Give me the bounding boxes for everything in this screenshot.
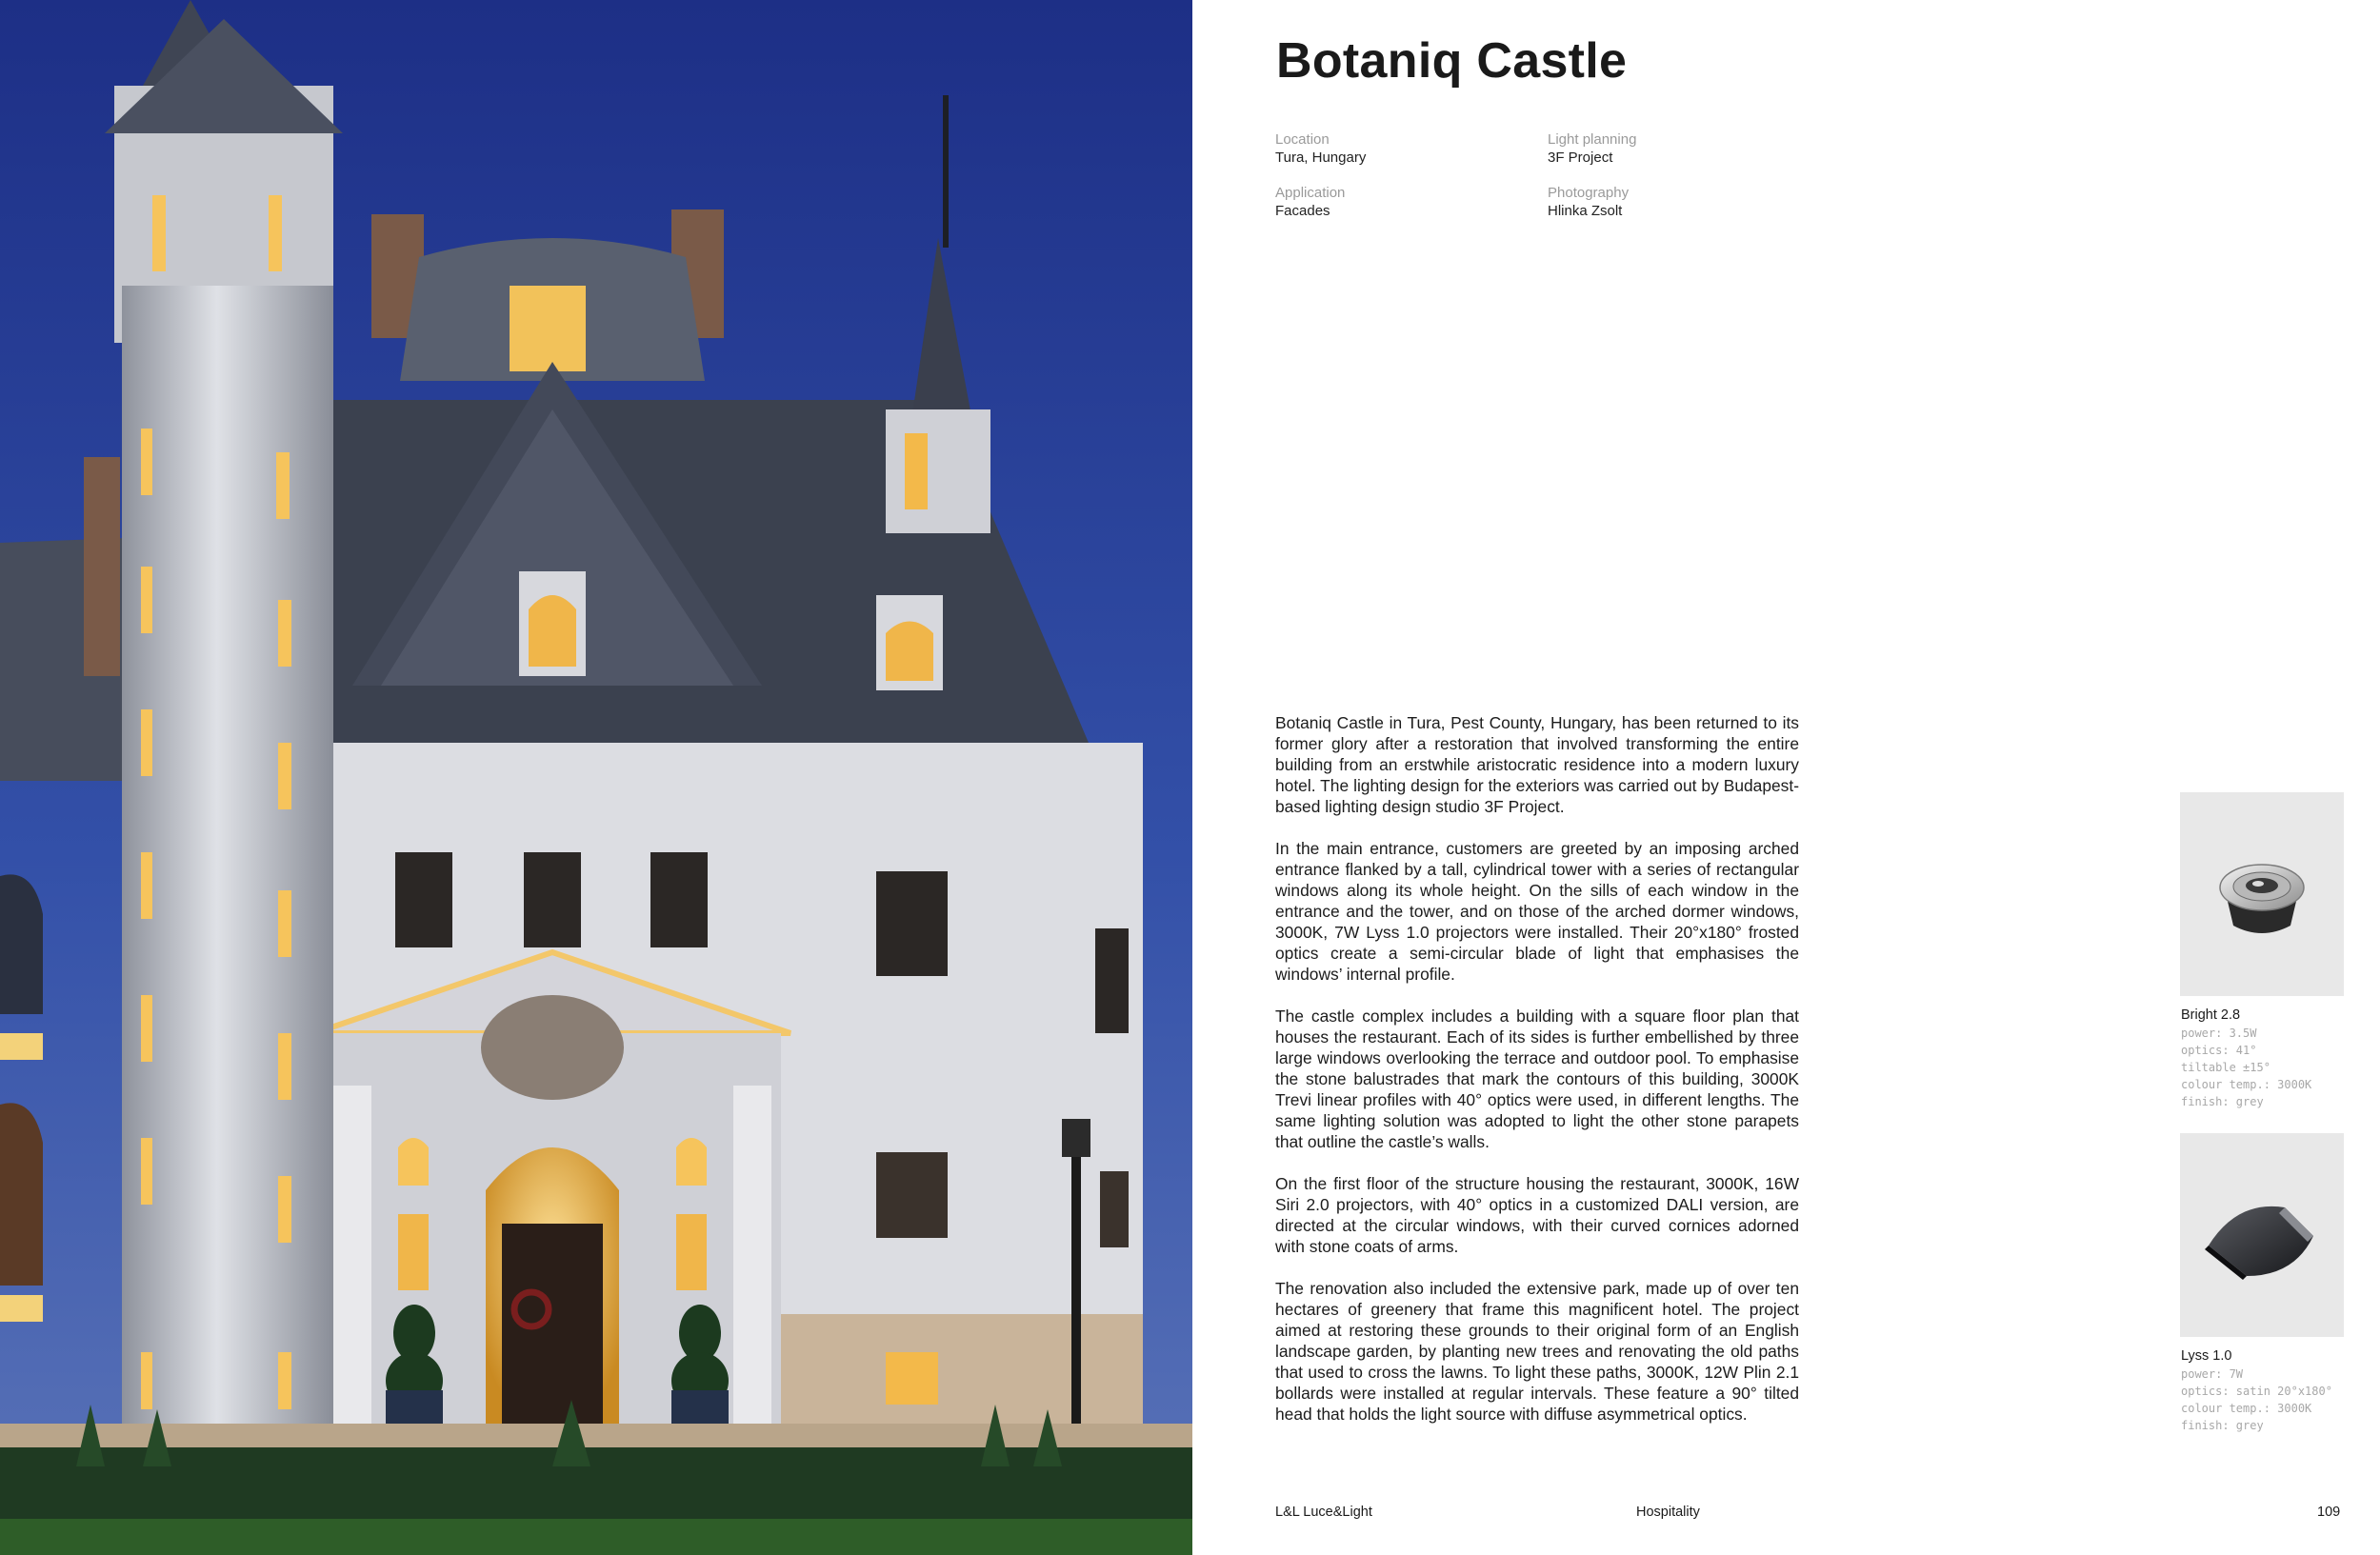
footer-publication: L&L Luce&Light xyxy=(1275,1505,1372,1520)
meta-light-planning xyxy=(1548,130,1636,167)
meta-light-planning-value: 3F Project xyxy=(1548,150,1613,166)
meta-photography-label: Photography xyxy=(1548,185,1630,201)
spec-line: optics: satin 20°x180° xyxy=(2181,1385,2332,1398)
spec-line: tiltable ±15° xyxy=(2181,1061,2270,1074)
article-paragraph: The renovation also included the extensive park, made up of over ten hectares of greenery that frame this magnificent hotel. The project aimed at restoring these grounds to their original form of an English landscape garden, by planting new trees and renovating the old paths that used to cross the lawns. To light these paths, 3000K, 12W Plin 2.1 bollards were installed at regular intervals. These feature a 90° tilted head that holds the light source with diffuse asymmetrical optics. xyxy=(1275,1279,1799,1424)
article-body xyxy=(1275,712,1799,1445)
product-image-lyss xyxy=(2180,1133,2344,1337)
product-specs-bright xyxy=(2181,1025,2311,1110)
recessed-uplight-icon xyxy=(2180,792,2344,996)
spec-line: power: 7W xyxy=(2181,1367,2244,1381)
product-name-bright: Bright 2.8 xyxy=(2181,1007,2241,1023)
article-paragraph: The castle complex includes a building with a square floor plan that houses the restaurant. Each of its sides is further embellished by three large windows overlooking the terrace and outdoor pool. To emphasise the stone balustrades that mark the contours of this building, 3000K Trevi linear profiles with 40° optics were used, in different lengths. The same lighting solution was adopted to light the other stone parapets that outline the castle’s walls. xyxy=(1275,1007,1799,1151)
product-specs-lyss xyxy=(2181,1366,2332,1434)
meta-location-label: Location xyxy=(1275,131,1330,148)
meta-application xyxy=(1275,184,1345,220)
spec-line: power: 3.5W xyxy=(2181,1027,2257,1040)
footer-section: Hospitality xyxy=(1636,1505,1700,1520)
spec-line: finish: grey xyxy=(2181,1095,2264,1108)
spec-line: colour temp.: 3000K xyxy=(2181,1078,2312,1091)
meta-application-label: Application xyxy=(1275,185,1346,201)
meta-application-value: Facades xyxy=(1275,203,1330,219)
spec-line: colour temp.: 3000K xyxy=(2181,1402,2312,1415)
page-number: 109 xyxy=(2317,1505,2341,1520)
meta-location-value: Tura, Hungary xyxy=(1275,150,1367,166)
product-image-bright xyxy=(2180,792,2344,996)
meta-photography-value: Hlinka Zsolt xyxy=(1548,203,1623,219)
meta-location xyxy=(1275,130,1366,167)
article-paragraph: Botaniq Castle in Tura, Pest County, Hungary, has been returned to its former glory after a restoration that involved transforming the entire building from an erstwhile aristocratic residence into a modern luxury hotel. The lighting design for the exteriors was carried out by Budapest- based lighting design studio 3F Project. xyxy=(1275,713,1799,816)
article-paragraph: On the first floor of the structure housing the restaurant, 3000K, 16W Siri 2.0 projectors, with 40° optics in a customized DALI version, are directed at the circular windows, with their curved cornices adorned with stone coats of arms. xyxy=(1275,1174,1799,1256)
product-name-lyss: Lyss 1.0 xyxy=(2181,1348,2232,1364)
meta-photography xyxy=(1548,184,1629,220)
article-paragraph: In the main entrance, customers are greeted by an imposing arched entrance flanked by a tall, cylindrical tower with a series of rectangular windows along its whole height. On the sills of each window in the entrance and the tower, and on those of the arched dormer windows, 3000K, 7W Lyss 1.0 projectors were installed. Their 20°x180° frosted optics create a semi-circular blade of light that emphasises the windows’ internal profile. xyxy=(1275,839,1799,984)
spec-line: finish: grey xyxy=(2181,1419,2264,1432)
spec-line: optics: 41° xyxy=(2181,1044,2257,1057)
page-title: Botaniq Castle xyxy=(1276,33,1628,89)
half-dome-projector-icon xyxy=(2180,1133,2344,1337)
meta-light-planning-label: Light planning xyxy=(1548,131,1637,148)
